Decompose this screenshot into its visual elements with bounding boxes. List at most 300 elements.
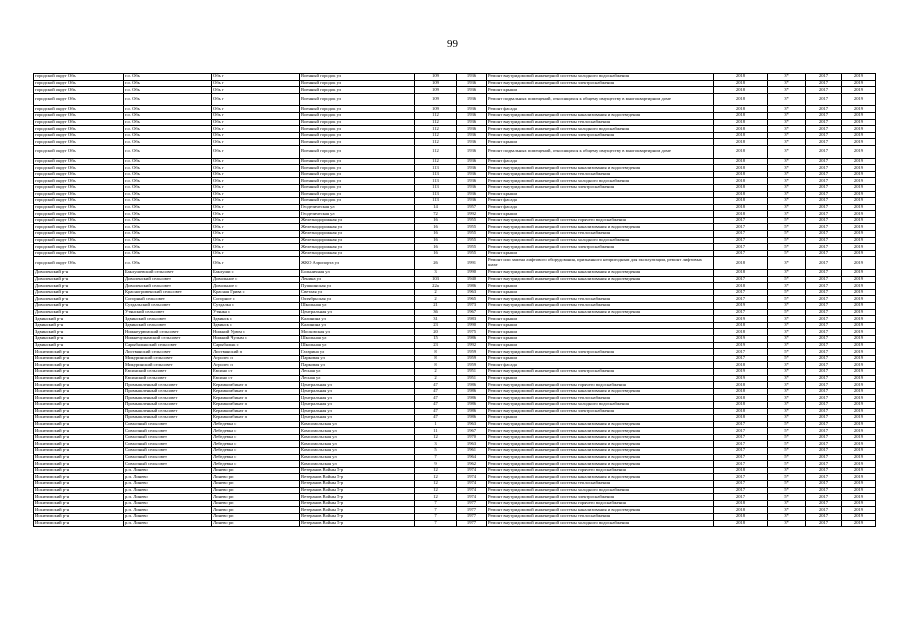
table-cell-settlement: Обь г <box>212 178 300 185</box>
table-cell-settlement: Обь г <box>212 191 300 198</box>
table-cell-term: 3* <box>768 126 806 133</box>
table-cell-street: Военный городок ул <box>300 74 415 81</box>
table-cell-y2: 2017 <box>806 349 842 356</box>
table-cell-year: 1974 <box>457 487 487 494</box>
table-row <box>34 375 876 382</box>
table-cell-term: 3* <box>768 119 806 126</box>
table-cell-year: 1975 <box>457 329 487 336</box>
table-cell-year: 1992 <box>457 342 487 349</box>
table-cell-street: Железнодорожная ул <box>300 244 415 251</box>
table-cell-settlement: Линево рп <box>212 500 300 507</box>
table-cell-y2: 2017 <box>806 494 842 501</box>
table-cell-settlement: Линево рп <box>212 494 300 501</box>
table-cell-year: 1967 <box>457 309 487 316</box>
table-cell-y2: 2017 <box>806 395 842 402</box>
table-cell-y1: 2018 <box>714 80 768 87</box>
table-cell-year: 1986 <box>457 395 487 402</box>
table-cell-year: 1986 <box>457 408 487 415</box>
table-cell-municipality: Доволенский р-н <box>34 309 124 316</box>
table-cell-term: 3* <box>768 87 806 94</box>
table-cell-settlement_type: г.о. Обь <box>124 106 212 113</box>
table-cell-year: 1977 <box>457 514 487 521</box>
table-cell-y1: 2018 <box>714 388 768 395</box>
table-cell-settlement: Нижний Урюм с <box>212 329 300 336</box>
table-cell-municipality: Искитимский р-н <box>34 441 124 448</box>
table-cell-y3: 2019 <box>842 494 876 501</box>
table-cell-settlement: Листвянский п <box>212 349 300 356</box>
table-cell-settlement: Линево рп <box>212 467 300 474</box>
table-cell-settlement_type: р.п. Линево <box>124 467 212 474</box>
table-row <box>34 349 876 356</box>
table-cell-work: Ремонт крыши <box>487 191 714 198</box>
table-cell-settlement_type: Промышленный сельсовет <box>124 401 212 408</box>
table-cell-work: Ремонт внутридомовой инженерной системы горячего водоснабжения <box>487 217 714 224</box>
table-row <box>34 329 876 336</box>
table-cell-y2: 2017 <box>806 211 842 218</box>
table-cell-settlement_type: г.о. Обь <box>124 112 212 119</box>
table-cell-municipality: городской округ Обь <box>34 158 124 165</box>
table-cell-municipality: городской округ Обь <box>34 191 124 198</box>
table-cell-house: 5 <box>415 448 457 455</box>
table-cell-settlement_type: р.п. Линево <box>124 487 212 494</box>
table-cell-municipality: Искитимский р-н <box>34 421 124 428</box>
table-cell-municipality: Искитимский р-н <box>34 507 124 514</box>
table-cell-house: 23 <box>415 342 457 349</box>
table-cell-settlement_type: Совхозный сельсовет <box>124 428 212 435</box>
table-cell-y2: 2017 <box>806 316 842 323</box>
table-cell-y3: 2019 <box>842 283 876 290</box>
table-cell-term: 3* <box>768 395 806 402</box>
table-cell-work: Ремонт подвальных помещений, относящихся к общему имуществу в многоквартирном доме <box>487 145 714 158</box>
table-cell-house: 47 <box>415 401 457 408</box>
table-cell-municipality: Доволенский р-н <box>34 296 124 303</box>
table-cell-term: 3* <box>768 322 806 329</box>
table-cell-y2: 2017 <box>806 184 842 191</box>
table-cell-municipality: городской округ Обь <box>34 74 124 81</box>
table-cell-municipality: Искитимский р-н <box>34 461 124 468</box>
table-cell-settlement: Евсино ст <box>212 368 300 375</box>
table-cell-settlement_type: г.о. Обь <box>124 139 212 146</box>
table-cell-settlement: Суздалка с <box>212 303 300 310</box>
table-cell-work: Ремонт внутридомовой инженерной системы канализования и водоотведения <box>487 421 714 428</box>
table-cell-house: 16 <box>415 250 457 257</box>
table-cell-y3: 2019 <box>842 191 876 198</box>
table-cell-y2: 2017 <box>806 132 842 139</box>
table-cell-street: Школьная ул <box>300 303 415 310</box>
table-cell-street: Комсомольская ул <box>300 421 415 428</box>
table-cell-y2: 2017 <box>806 520 842 527</box>
table-cell-municipality: Здвинский р-н <box>34 329 124 336</box>
table-cell-year: 1936 <box>457 191 487 198</box>
table-cell-house: 109 <box>415 87 457 94</box>
table-cell-y3: 2019 <box>842 74 876 81</box>
table-cell-settlement_type: Суздальский сельсовет <box>124 303 212 310</box>
table-cell-street: Ветеранов Войны 5-р <box>300 481 415 488</box>
table-cell-y3: 2019 <box>842 139 876 146</box>
table-cell-y3: 2019 <box>842 467 876 474</box>
table-cell-street: Центральная ул <box>300 408 415 415</box>
table-cell-municipality: городской округ Обь <box>34 217 124 224</box>
table-cell-house: 3 <box>415 441 457 448</box>
table-cell-settlement: Обь г <box>212 106 300 113</box>
table-row <box>34 250 876 257</box>
table-cell-work: Ремонт внутридомовой инженерной системы теплоснабжения <box>487 303 714 310</box>
table-row <box>34 507 876 514</box>
table-cell-settlement: Агролес п <box>212 362 300 369</box>
table-cell-y2: 2017 <box>806 441 842 448</box>
table-cell-y1: 2017 <box>714 276 768 283</box>
table-cell-settlement: Обь г <box>212 257 300 270</box>
table-cell-street: Центральная ул <box>300 309 415 316</box>
table-cell-settlement_type: р.п. Линево <box>124 520 212 527</box>
table-cell-house: 16 <box>415 217 457 224</box>
table-cell-settlement_type: г.о. Обь <box>124 74 212 81</box>
table-cell-settlement: Согорное с <box>212 296 300 303</box>
table-cell-municipality: Доволенский р-н <box>34 303 124 310</box>
table-cell-y1: 2017 <box>714 355 768 362</box>
table-cell-y2: 2017 <box>806 237 842 244</box>
table-cell-term: 3* <box>768 500 806 507</box>
table-cell-y2: 2017 <box>806 283 842 290</box>
table-cell-street: Ветеранов Войны 5-р <box>300 467 415 474</box>
table-row <box>34 139 876 146</box>
table-cell-y3: 2019 <box>842 231 876 238</box>
table-cell-street: Железнодорожная ул <box>300 250 415 257</box>
table-cell-house: 16 <box>415 231 457 238</box>
table-cell-year: 1936 <box>457 139 487 146</box>
table-cell-work: Ремонт фасада <box>487 158 714 165</box>
table-cell-settlement_type: г.о. Обь <box>124 87 212 94</box>
table-cell-y3: 2019 <box>842 487 876 494</box>
table-cell-work: Ремонт внутридомовой инженерной системы канализования и водоотведения <box>487 507 714 514</box>
table-cell-y2: 2017 <box>806 270 842 277</box>
table-cell-term: 3* <box>768 204 806 211</box>
table-cell-y1: 2019 <box>714 303 768 310</box>
table-cell-work: Ремонт крыши <box>487 289 714 296</box>
table-cell-year: 1977 <box>457 520 487 527</box>
table-cell-settlement_type: г.о. Обь <box>124 237 212 244</box>
table-cell-work: Ремонт крыши <box>487 316 714 323</box>
table-cell-year: 1967 <box>457 428 487 435</box>
table-cell-y3: 2019 <box>842 126 876 133</box>
table-cell-term: 3* <box>768 178 806 185</box>
table-row <box>34 171 876 178</box>
table-cell-settlement: Здвинск с <box>212 322 300 329</box>
table-cell-y1: 2017 <box>714 421 768 428</box>
table-cell-y2: 2017 <box>806 289 842 296</box>
table-cell-y2: 2017 <box>806 191 842 198</box>
table-cell-work: Ремонт фасада <box>487 198 714 205</box>
table-row <box>34 335 876 342</box>
table-cell-work: Ремонт внутридомовой инженерной системы холодного водоснабжения <box>487 401 714 408</box>
table-cell-y2: 2017 <box>806 178 842 185</box>
table-cell-municipality: городской округ Обь <box>34 257 124 270</box>
table-cell-y3: 2019 <box>842 217 876 224</box>
table-cell-term: 3* <box>768 415 806 422</box>
table-cell-settlement: Обь г <box>212 211 300 218</box>
table-cell-house: 8 <box>415 355 457 362</box>
table-cell-year: 1986 <box>457 415 487 422</box>
table-cell-y3: 2019 <box>842 401 876 408</box>
table-cell-y3: 2019 <box>842 112 876 119</box>
table-cell-settlement: Линево рп <box>212 487 300 494</box>
table-cell-municipality: Искитимский р-н <box>34 408 124 415</box>
table-row <box>34 270 876 277</box>
table-cell-municipality: Искитимский р-н <box>34 401 124 408</box>
table-cell-y2: 2017 <box>806 362 842 369</box>
table-cell-settlement_type: р.п. Линево <box>124 500 212 507</box>
table-row <box>34 132 876 139</box>
table-cell-y1: 2018 <box>714 171 768 178</box>
table-cell-y2: 2017 <box>806 355 842 362</box>
table-cell-year: 1959 <box>457 355 487 362</box>
table-cell-year: 1986 <box>457 388 487 395</box>
table-cell-house: 7 <box>415 507 457 514</box>
table-cell-y3: 2019 <box>842 270 876 277</box>
table-row <box>34 487 876 494</box>
table-cell-street: Парковая ул <box>300 355 415 362</box>
table-cell-house: 112 <box>415 132 457 139</box>
table-cell-settlement_type: г.о. Обь <box>124 126 212 133</box>
table-cell-house: 2 <box>415 368 457 375</box>
table-cell-settlement: Обь г <box>212 244 300 251</box>
table-cell-settlement_type: г.о. Обь <box>124 80 212 87</box>
table-cell-work: Ремонт внутридомовой инженерной системы холодного водоснабжения <box>487 237 714 244</box>
table-cell-term: 3* <box>768 408 806 415</box>
table-cell-y3: 2019 <box>842 335 876 342</box>
table-cell-work: Ремонт внутридомовой инженерной системы электроснабжения <box>487 368 714 375</box>
table-cell-y1: 2018 <box>714 467 768 474</box>
table-cell-y1: 2018 <box>714 322 768 329</box>
table-cell-work: Ремонт крыши <box>487 87 714 94</box>
table-row <box>34 231 876 238</box>
table-cell-house: 103 <box>415 276 457 283</box>
table-cell-street: Военный городок ул <box>300 191 415 198</box>
table-cell-y1: 2019 <box>714 342 768 349</box>
table-cell-y2: 2017 <box>806 106 842 113</box>
table-cell-y2: 2017 <box>806 80 842 87</box>
table-cell-settlement: Обь г <box>212 139 300 146</box>
table-row <box>34 395 876 402</box>
page-number: 99 <box>447 38 458 50</box>
table-cell-y3: 2019 <box>842 106 876 113</box>
table-cell-y3: 2019 <box>842 368 876 375</box>
table-cell-house: 7 <box>415 514 457 521</box>
table-cell-street: Военный городок ул <box>300 158 415 165</box>
table-cell-settlement_type: Микуринский сельсовет <box>124 355 212 362</box>
table-cell-y2: 2017 <box>806 231 842 238</box>
table-cell-term: 5* <box>768 428 806 435</box>
table-cell-settlement: Лебедевка с <box>212 448 300 455</box>
table-cell-municipality: Искитимский р-н <box>34 500 124 507</box>
table-cell-street: Центральная ул <box>300 415 415 422</box>
table-cell-municipality: городской округ Обь <box>34 132 124 139</box>
table-cell-term: 5* <box>768 289 806 296</box>
table-cell-street: Военный городок ул <box>300 178 415 185</box>
table-cell-term: 5* <box>768 217 806 224</box>
table-cell-street: Ветеранов Войны 5-р <box>300 487 415 494</box>
table-cell-y1: 2017 <box>714 309 768 316</box>
table-cell-year: 1962 <box>457 461 487 468</box>
table-cell-settlement: Обь г <box>212 145 300 158</box>
table-cell-y2: 2017 <box>806 217 842 224</box>
table-cell-settlement: Лебедевка с <box>212 421 300 428</box>
table-cell-municipality: городской округ Обь <box>34 171 124 178</box>
table-cell-work: Ремонт внутридомовой инженерной системы электроснабжения <box>487 349 714 356</box>
table-cell-house: 109 <box>415 93 457 106</box>
table-row <box>34 514 876 521</box>
table-cell-work: Ремонт внутридомовой инженерной системы горячего водоснабжения <box>487 467 714 474</box>
table-cell-street: Школьная ул <box>300 335 415 342</box>
table-cell-municipality: городской округ Обь <box>34 178 124 185</box>
table-cell-term: 3* <box>768 388 806 395</box>
table-cell-work: Ремонт крыши <box>487 329 714 336</box>
table-cell-settlement: Обь г <box>212 231 300 238</box>
table-row <box>34 481 876 488</box>
table-cell-y1: 2017 <box>714 434 768 441</box>
table-cell-street: Больничная ул <box>300 270 415 277</box>
table-cell-municipality: городской округ Обь <box>34 93 124 106</box>
table-cell-house: 16 <box>415 224 457 231</box>
table-cell-y1: 2018 <box>714 415 768 422</box>
table-cell-settlement: Обь г <box>212 126 300 133</box>
table-cell-y1: 2018 <box>714 191 768 198</box>
table-cell-house: 47 <box>415 415 457 422</box>
table-row <box>34 87 876 94</box>
table-cell-y3: 2019 <box>842 132 876 139</box>
table-cell-y3: 2019 <box>842 171 876 178</box>
table-cell-year: 1959 <box>457 362 487 369</box>
table-cell-y2: 2017 <box>806 487 842 494</box>
table-cell-y2: 2017 <box>806 276 842 283</box>
table-cell-settlement_type: Промышленный сельсовет <box>124 408 212 415</box>
table-cell-y3: 2019 <box>842 178 876 185</box>
table-cell-y2: 2017 <box>806 388 842 395</box>
table-cell-term: 3* <box>768 382 806 389</box>
table-cell-y1: 2017 <box>714 441 768 448</box>
table-row <box>34 342 876 349</box>
table-cell-work: Ремонт внутридомовой инженерной системы канализования и водоотведения <box>487 434 714 441</box>
table-cell-settlement: Нижний Чулым с <box>212 335 300 342</box>
table-cell-work: Ремонт крыши <box>487 322 714 329</box>
table-cell-settlement: Линево рп <box>212 507 300 514</box>
table-cell-work: Ремонт или замена лифтового оборудования, признанного непригодным для эксплуатации, ремонт лифтовых шахт <box>487 257 714 270</box>
table-cell-y1: 2019 <box>714 368 768 375</box>
table-cell-settlement: Обь г <box>212 119 300 126</box>
table-cell-municipality: Искитимский р-н <box>34 375 124 382</box>
table-cell-year: 1959 <box>457 349 487 356</box>
table-cell-term: 3* <box>768 362 806 369</box>
table-cell-y1: 2018 <box>714 204 768 211</box>
table-cell-work: Ремонт внутридомовой инженерной системы холодного водоснабжения <box>487 487 714 494</box>
table-cell-settlement: Довольное с <box>212 283 300 290</box>
table-cell-y3: 2019 <box>842 408 876 415</box>
table-cell-house: 20 <box>415 329 457 336</box>
table-cell-term: 5* <box>768 349 806 356</box>
table-cell-y3: 2019 <box>842 165 876 172</box>
table-cell-street: Ветеранов Войны 5-р <box>300 494 415 501</box>
table-cell-y3: 2019 <box>842 441 876 448</box>
table-cell-year: 1951 <box>457 375 487 382</box>
table-cell-y3: 2019 <box>842 448 876 455</box>
table-cell-house: 112 <box>415 119 457 126</box>
table-cell-work: Ремонт внутридомовой инженерной системы электроснабжения <box>487 494 714 501</box>
table-cell-street: Военный городок ул <box>300 119 415 126</box>
table-cell-house: 15 <box>415 335 457 342</box>
table-cell-y2: 2017 <box>806 375 842 382</box>
table-cell-y2: 2017 <box>806 198 842 205</box>
table-cell-settlement_type: г.о. Обь <box>124 204 212 211</box>
table-cell-settlement: Керамкомбинат п <box>212 401 300 408</box>
table-row <box>34 112 876 119</box>
table-cell-house: 7 <box>415 454 457 461</box>
table-cell-y3: 2019 <box>842 507 876 514</box>
table-row <box>34 74 876 81</box>
table-cell-street: Железнодорожная ул <box>300 217 415 224</box>
table-cell-term: 5* <box>768 237 806 244</box>
table-cell-municipality: городской округ Обь <box>34 244 124 251</box>
table-cell-term: 3* <box>768 467 806 474</box>
table-cell-settlement_type: Нижнечулымский сельсовет <box>124 335 212 342</box>
table-row <box>34 237 876 244</box>
table-cell-term: 3* <box>768 342 806 349</box>
table-cell-settlement_type: г.о. Обь <box>124 250 212 257</box>
table-row <box>34 500 876 507</box>
table-cell-term: 5* <box>768 250 806 257</box>
table-cell-y2: 2017 <box>806 507 842 514</box>
table-cell-settlement: Обь г <box>212 165 300 172</box>
table-cell-house: 47 <box>415 408 457 415</box>
table-cell-work: Ремонт фасада <box>487 362 714 369</box>
table-cell-street: Военный городок ул <box>300 139 415 146</box>
table-cell-street: Октябрьская ул <box>300 296 415 303</box>
table-cell-municipality: Искитимский р-н <box>34 349 124 356</box>
table-cell-settlement: Лебедевка с <box>212 434 300 441</box>
table-cell-settlement: Лебедевка с <box>212 428 300 435</box>
table-cell-year: 1936 <box>457 132 487 139</box>
table-row <box>34 474 876 481</box>
table-cell-street: Военный городок ул <box>300 145 415 158</box>
table-cell-settlement_type: г.о. Обь <box>124 165 212 172</box>
table-cell-term: 5* <box>768 434 806 441</box>
table-cell-term: 5* <box>768 448 806 455</box>
table-cell-municipality: Искитимский р-н <box>34 355 124 362</box>
table-cell-house: 112 <box>415 158 457 165</box>
table-cell-y3: 2019 <box>842 204 876 211</box>
table-cell-settlement_type: Совхозный сельсовет <box>124 454 212 461</box>
table-cell-settlement_type: Промышленный сельсовет <box>124 415 212 422</box>
table-cell-work: Ремонт внутридомовой инженерной системы теплоснабжения <box>487 119 714 126</box>
table-cell-settlement: Линево рп <box>212 481 300 488</box>
table-cell-work: Ремонт внутридомовой инженерной системы канализования и водоотведения <box>487 461 714 468</box>
table-row <box>34 289 876 296</box>
table-cell-term: 3* <box>768 329 806 336</box>
table-cell-term: 3* <box>768 514 806 521</box>
table-cell-y1: 2017 <box>714 487 768 494</box>
table-cell-y3: 2019 <box>842 257 876 270</box>
table-cell-term: 5* <box>768 309 806 316</box>
table-cell-house: 112 <box>415 145 457 158</box>
table-cell-y1: 2017 <box>714 224 768 231</box>
table-cell-settlement_type: Совхозный сельсовет <box>124 434 212 441</box>
table-cell-street: Военный городок ул <box>300 87 415 94</box>
table-cell-y1: 2018 <box>714 329 768 336</box>
table-cell-y3: 2019 <box>842 237 876 244</box>
table-cell-y1: 2017 <box>714 237 768 244</box>
table-cell-y3: 2019 <box>842 303 876 310</box>
table-cell-y2: 2017 <box>806 224 842 231</box>
table-cell-work: Ремонт внутридомовой инженерной системы канализования и водоотведения <box>487 270 714 277</box>
